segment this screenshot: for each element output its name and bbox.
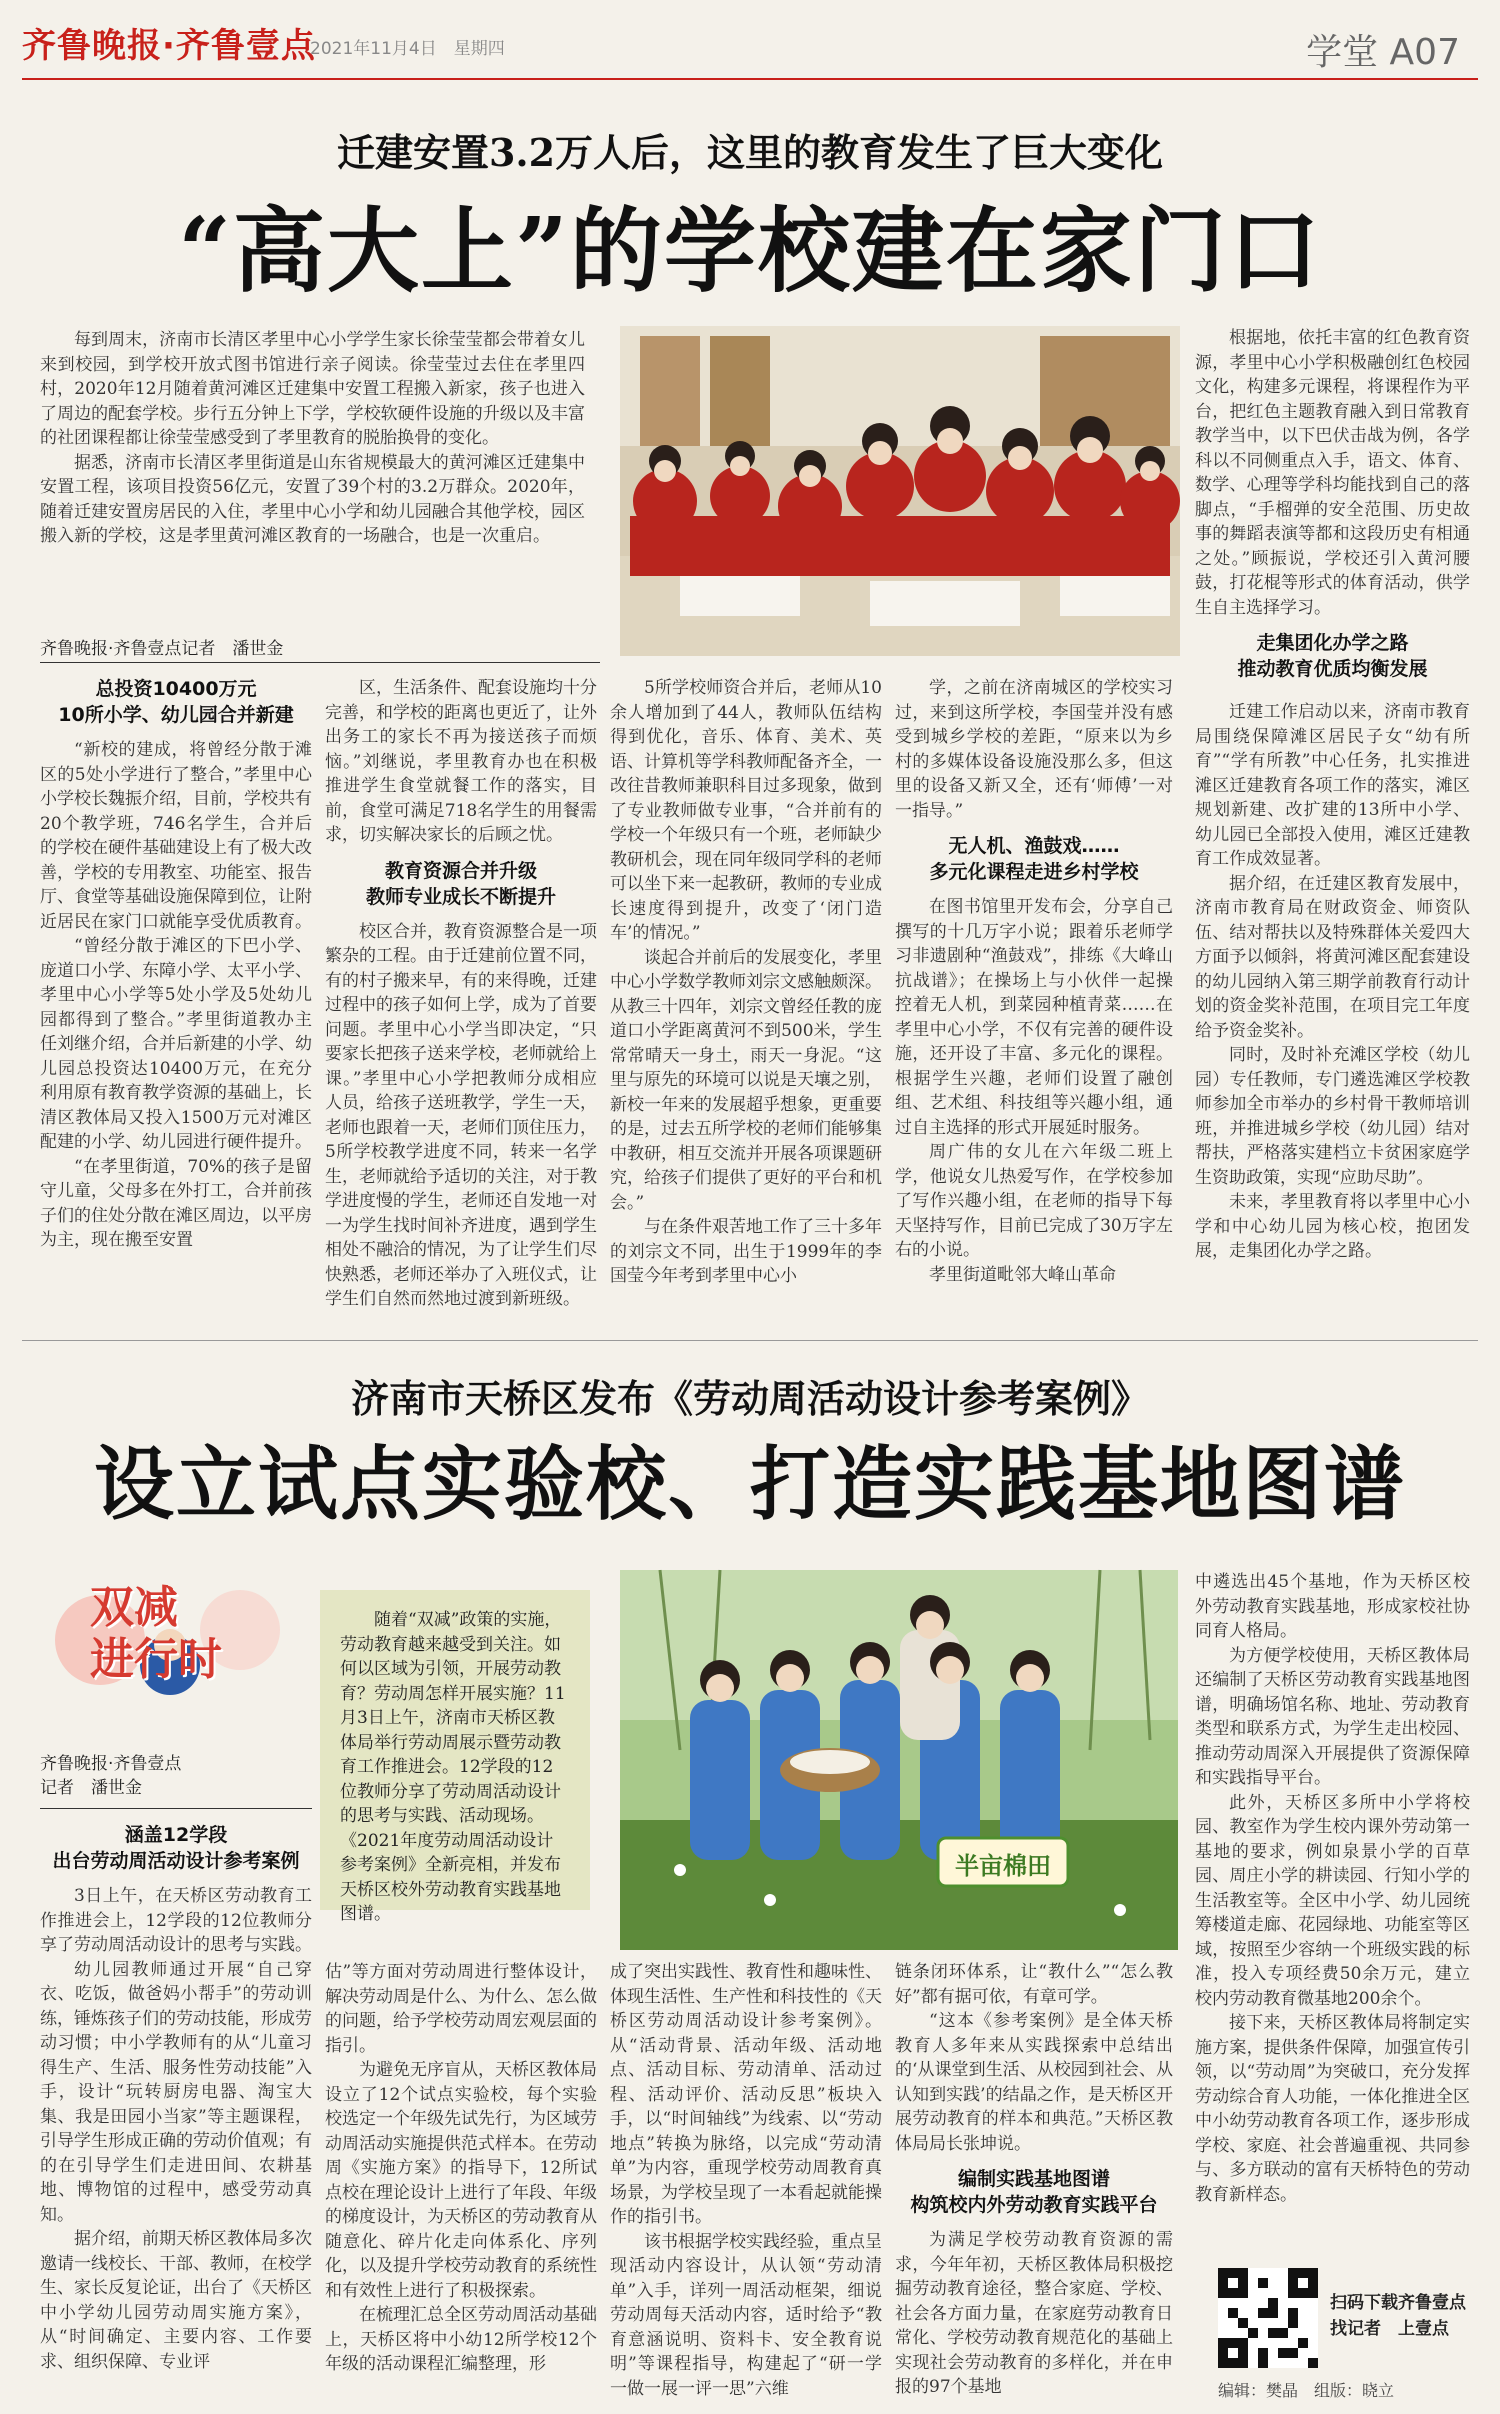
article2-title: 设立试点实验校、打造实践基地图谱 (94, 1437, 1406, 1531)
article2-col3 (610, 1960, 882, 2402)
body-paragraph: 链条闭环体系，让“教什么”“怎么教好”都有据可依，有章可学。 (895, 1962, 1173, 2007)
byline-rule (40, 1808, 312, 1809)
article1-col3 (610, 676, 882, 1316)
article1-col5 (1195, 326, 1470, 680)
body-paragraph: 未来，孝里教育将以孝里中心小学和中心幼儿园为核心校，抱团发展，走集团化办学之路。 (1195, 1192, 1470, 1261)
article2-byline: 齐鲁晚报·齐鲁壹点 记者 潘世金 (40, 1754, 182, 1798)
body-paragraph: 中遴选出45个基地，作为天桥区校外劳动教育实践基地，形成家校社协同育人格局。 (1195, 1572, 1470, 1641)
article1-col1 (40, 676, 312, 1316)
article1-lead (40, 328, 585, 618)
body-paragraph: 孝里街道毗邻大峰山革命 (929, 1264, 1116, 1285)
lead-paragraph: 随着“双减”政策的实施，劳动教育越来越受到关注。如何以区域为引领，开展劳动教育？劳动周怎样开展实施？11月3日上午，济南市天桥区教体局举行劳动周展示暨劳动教育工作推进会。12学段的12位教师分享了劳动周活动设计的思考与实践、活动现场。《2021年度劳动周活动设计参考案例》全新亮相，并发布天桥区校外劳动教育实践基地图谱。 (340, 1610, 566, 1924)
body-paragraph: 谈起合并前后的发展变化，孝里中心小学数学教师刘宗文感触颇深。从教三十四年，刘宗文曾经任教的庞道口小学距离黄河不到500米，学生常常晴天一身土，雨天一身泥。“这里与原先的环境可以说是天壤之别，新校一年来的发展超乎想象，更重要的是，过去五所学校的老师们能够集中教研，相互交流并开展各项课题研究，给孩子们提供了更好的平台和机会。” (610, 947, 882, 1213)
qr-caption: 扫码下载齐鲁壹点 找记者 上壹点 (1330, 2293, 1466, 2339)
double-reduction-logo (40, 1570, 300, 1720)
section-subhead: 编制实践基地图谱 构筑校内外劳动教育实践平台 (910, 2168, 1158, 2216)
article1-col5b (1195, 700, 1470, 1316)
body-paragraph: 该书根据学校实践经验，重点呈现活动内容设计，从认领“劳动清单”入手，详列一周活动框架，细说劳动周每天活动内容，适时给予“教育意涵说明、资料卡、安全教育说明”等课程指导，构建起了“研一学一做一展一评一思”六维 (610, 2231, 882, 2399)
body-paragraph: 区，生活条件、配套设施均十分完善，和学校的距离也更近了，让外出务工的家长不再为接送孩子而烦恼。”刘继说，孝里教育办也在积极推进学生食堂就餐工作的落实，目前，食堂可满足718名学生的用餐需求，切实解决家长的后顾之忧。 (325, 678, 597, 845)
article2-kicker: 济南市天桥区发布《劳动周活动设计参考案例》 (350, 1376, 1149, 1421)
article2-col4 (895, 1960, 1173, 2402)
body-paragraph: 迁建工作启动以来，济南市教育局围绕保障滩区居民子女“幼有所育”“学有所教”中心任务，扎实推进滩区迁建教育各项工作的落实，滩区规划新建、改扩建的13所中小学、幼儿园已全部投入使用，滩区迁建教育工作成效显著。 (1195, 702, 1470, 869)
lead-paragraph: 每到周末，济南市长清区孝里中心小学学生家长徐莹莹都会带着女儿来到校园，到学校开放式图书馆进行亲子阅读。徐莹莹过去住在孝里四村，2020年12月随着黄河滩区迁建集中安置工程搬入新家，孩子也进入了周边的配套学校。步行五分钟上下学，学校软硬件设施的升级以及丰富的社团课程都让徐莹莹感受到了孝里教育的脱胎换骨的变化。 (40, 330, 585, 448)
body-paragraph: 根据地，依托丰富的红色教育资源，孝里中心小学积极融创红色校园文化，构建多元课程，将课程作为平台，把红色主题教育融入到日常教育教学当中，以下巴伏击战为例，各学科以不同侧重点入手，语文、体育、数学、心理等学科均能找到自己的落脚点，“手榴弹的安全范围、历史故事的舞蹈表演等都和这段历史有相通之处。”顾振说，学校还引入黄河腰鼓，打花棍等形式的体育活动，供学生自主选择学习。 (1195, 328, 1470, 618)
body-paragraph: 接下来，天桥区教体局将制定实施方案，提供条件保障，加强宣传引领，以“劳动周”为突破口，充分发挥劳动综合育人功能，一体化推进全区中小幼劳动教育各项工作，逐步形成学校、家庭、社会普遍重视、共同参与、多方联动的富有天桥特色的劳动教育新样态。 (1195, 2013, 1470, 2205)
qr-code[interactable] (1218, 2268, 1318, 2368)
logo-text: 双减 进行时 (90, 1582, 222, 1685)
body-paragraph: “这本《参考案例》是全体天桥教育人多年来从实践探索中总结出的‘从课堂到生活、从校园到社会、从认知到实践’的结晶之作，是天桥区开展劳动教育的样本和典范。”天桥区教体局局长张坤说。 (895, 2011, 1173, 2154)
body-paragraph: “新校的建成，将曾经分散于滩区的5处小学进行了整合，”孝里中心小学校长魏振介绍，目前，学校共有20个教学班，746名学生，合并后的学校在硬件基础建设上有了极大改善，学校的专用教室、功能室、报告厅、食堂等基础设施保障到位，让附近居民在家门口就能享受优质教育。 (40, 740, 312, 932)
section-subhead: 总投资10400万元 10所小学、幼儿园合并新建 (58, 678, 294, 726)
newspaper-logo: 齐鲁晚报·齐鲁壹点 (22, 26, 316, 66)
body-paragraph: 学，之前在济南城区的学校实习过，来到这所学校，李国莹并没有感受到城乡学校的差距，“原来以为乡村的多媒体设备设施没那么多，但这里的设备又新又全，还有‘师傅’一对一指导。” (895, 678, 1173, 821)
article1-title: “高大上”的学校建在家门口 (178, 197, 1322, 305)
body-paragraph: 3日上午，在天桥区劳动教育工作推进会上，12学段的12位教师分享了劳动周活动设计的思考与实践。 (40, 1886, 312, 1955)
article1-kicker: 迁建安置3.2万人后，这里的教育发生了巨大变化 (336, 130, 1164, 175)
photo-sign-text: 半亩棉田 (955, 1852, 1051, 1880)
classroom-photo (620, 326, 1180, 656)
body-paragraph: 同时，及时补充滩区学校（幼儿园）专任教师，专门遴选滩区学校教师参加全市举办的乡村骨干教师培训班，并推进城乡学校（幼儿园）结对帮扶，严格落实建档立卡贫困家庭学生资助政策，实现“应助尽助”。 (1195, 1045, 1470, 1188)
body-paragraph: 估”等方面对劳动周进行整体设计，解决劳动周是什么、为什么、怎么做的问题，给予学校劳动周宏观层面的指引。 (325, 1962, 597, 2056)
article2-col2 (325, 1960, 597, 2402)
article-separator (22, 1340, 1478, 1341)
section-subhead: 无人机、渔鼓戏…… 多元化课程走进乡村学校 (929, 835, 1139, 883)
article1-byline: 齐鲁晚报·齐鲁壹点记者 潘世金 (40, 639, 284, 659)
body-paragraph: 与在条件艰苦地工作了三十多年的刘宗文不同，出生于1999年的李国莹今年考到孝里中心小 (610, 1217, 882, 1286)
body-paragraph: 为满足学校劳动教育资源的需求，今年年初，天桥区教体局积极挖掘劳动教育途径，整合家庭、学校、社会各方面力量，在家庭劳动教育日常化、学校劳动教育规范化的基础上实现社会劳动教育的多样化，并在申报的97个基地 (895, 2230, 1173, 2397)
body-paragraph: 在梳理汇总全区劳动周活动基础上，天桥区将中小幼12所学校12个年级的活动课程汇编整理，形 (325, 2305, 597, 2374)
body-paragraph: 成了突出实践性、教育性和趣味性、体现生活性、生产性和科技性的《天桥区劳动周活动设计参考案例》。从“活动背景、活动年级、活动地点、活动目标、劳动清单、活动过程、活动评价、活动反思”板块入手，以“时间轴线”为线索、以“劳动地点”转换为脉络，以完成“劳动清单”为内容，重现学校劳动周教育真场景，为学校呈现了一本看起就能操作的指引书。 (610, 1962, 882, 2227)
body-paragraph: 为方便学校使用，天桥区教体局还编制了天桥区劳动教育实践基地图谱，明确场馆名称、地址、劳动教育类型和联系方式，为学生走出校园、推动劳动周深入开展提供了资源保障和实践指导平台。 (1195, 1645, 1470, 1788)
body-paragraph: 5所学校师资合并后，老师从10余人增加到了44人，教师队伍结构得到优化，音乐、体育、美术、英语、计算机等学科教师配备齐全，一改往昔教师兼职科目过多现象，做到了专业教师做专业事，“合并前有的学校一个年级只有一个班，老师缺少教研机会，现在同年级同学科的老师可以坐下来一起教研，教师的专业成长速度得到提升，改变了‘闭门造车’的情况。” (610, 678, 882, 943)
issue-date: 2021年11月4日 星期四 (310, 39, 505, 59)
body-paragraph: 为避免无序盲从，天桥区教体局设立了12个试点实验校，每个实验校选定一个年级先试先行，为区域劳动周活动实施提供范式样本。在劳动周《实施方案》的指导下，12所试点校在理论设计上进行了年段、年级的梯度设计，为天桥区的劳动教育从随意化、碎片化走向体系化、序列化，以及提升学校劳动教育的系统性和有效性上进行了积极探索。 (325, 2060, 597, 2301)
article1-col2 (325, 676, 597, 1316)
body-paragraph: 校区合并，教育资源整合是一项繁杂的工程。由于迁建前位置不同，有的村子搬来早，有的来得晚，迁建过程中的孩子如何上学，成为了首要问题。孝里中心小学当即决定，“只要家长把孩子送来学校，老师就给上课。”孝里中心小学把教师分成相应人员，给孩子送班教学，学生一天，老师也跟着一天，老师们顶住压力，5所学校教学进度不同，转来一名学生，老师就给予适切的关注，对于教学进度慢的学生，老师还自发地一对一为学生找时间补齐进度，遇到学生相处不融洽的情况，为了让学生们尽快熟悉，老师还举办了入班仪式，让学生们自然而然地过渡到新班级。 (325, 921, 597, 1309)
section-page-label: 学堂 A07 (1306, 32, 1460, 73)
section-subhead: 涵盖12学段 出台劳动周活动设计参考案例 (52, 1824, 300, 1872)
body-paragraph: 在图书馆里开发布会，分享自己撰写的十几万字小说；跟着乐老师学习非遗剧种“渔鼓戏”，排练《大峰山抗战谱》；在操场上与小伙伴一起操控着无人机，到菜园种植青菜……在孝里中心小学，不仅有完善的硬件设施，还开设了丰富、多元化的课程。根据学生兴趣，老师们设置了融创组、艺术组、科技组等兴趣小组，通过自主选择的形式开展延时服务。 (895, 897, 1173, 1138)
article2-lead-box (320, 1590, 590, 1924)
cotton-field-photo (620, 1570, 1178, 1950)
byline-rule (40, 662, 600, 663)
body-paragraph: “在孝里街道，70%的孩子是留守儿童，父母多在外打工，合并前孩子们的住处分散在滩区周边，以平房为主，现在搬至安置 (40, 1156, 312, 1250)
body-paragraph: 幼儿园教师通过开展“自己穿衣、吃饭，做爸妈小帮手”的劳动训练，锤炼孩子们的劳动技能，形成劳动习惯；中小学教师有的从“儿童习得生产、生活、服务性劳动技能”入手，设计“玩转厨房电器、淘宝大集、我是田园小当家”等主题课程，引导学生形成正确的劳动价值观；有的在引导学生们走进田间、农耕基地、博物馆的过程中，感受劳动真知。 (40, 1959, 312, 2225)
header-rule (22, 78, 1478, 80)
editor-credits: 编辑：樊晶 组版：晓立 (1218, 2381, 1395, 2400)
lead-paragraph: 据悉，济南市长清区孝里街道是山东省规模最大的黄河滩区迁建集中安置工程，该项目投资56亿元，安置了39个村的3.2万群众。2020年，随着迁建安置房居民的入住，孝里中心小学和幼儿园融合其他学校，园区搬入新的学校，这是孝里黄河滩区教育的一场融合，也是一次重启。 (40, 452, 585, 546)
body-paragraph: “曾经分散于滩区的下巴小学、庞道口小学、东障小学、太平小学、孝里中心小学等5处小学及5处幼儿园都得到了整合。”孝里街道教办主任刘继介绍，合并后新建的小学、幼儿园总投资达10400万元，在充分利用原有教育教学资源的基础上，长清区教体局又投入1500万元对滩区配建的小学、幼儿园进行硬件提升。 (40, 936, 312, 1152)
body-paragraph: 周广伟的女儿在六年级二班上学，他说女儿热爱写作，在学校参加了写作兴趣小组，在老师的指导下每天坚持写作，目前已完成了30万字左右的小说。 (895, 1142, 1173, 1260)
section-subhead: 走集团化办学之路 推动教育优质均衡发展 (1237, 632, 1428, 680)
body-paragraph: 据介绍，前期天桥区教体局多次邀请一线校长、干部、教师，在校学生、家长反复论证，出台了《天桥区中小学幼儿园劳动周实施方案》，从“时间确定、主要内容、工作要求、组织保障、专业评 (40, 2229, 312, 2372)
body-paragraph: 据介绍，在迁建区教育发展中，济南市教育局在财政资金、师资队伍、结对帮扶以及特殊群体关爱四大方面予以倾斜，将黄河滩区配套建设的幼儿园纳入第三期学前教育行动计划的资金奖补范围，在项目完工年度给予资金奖补。 (1195, 873, 1470, 1041)
article2-col1 (40, 1822, 312, 2402)
body-paragraph: 此外，天桥区多所中小学将校园、教室作为学生校内课外劳动第一基地的要求，例如泉景小学的百草园、周庄小学的耕读园、行知小学的生活教室等。全区中小学、幼儿园统筹楼道走廊、花园绿地、功能室等区域，按照至少容纳一个班级实践的标准，投入专项经费50余万元，建立校内劳动教育微基地200余个。 (1195, 1792, 1470, 2009)
article1-col4 (895, 676, 1173, 1316)
article2-col5 (1195, 1570, 1470, 2210)
section-subhead: 教育资源合并升级 教师专业成长不断提升 (365, 859, 556, 908)
